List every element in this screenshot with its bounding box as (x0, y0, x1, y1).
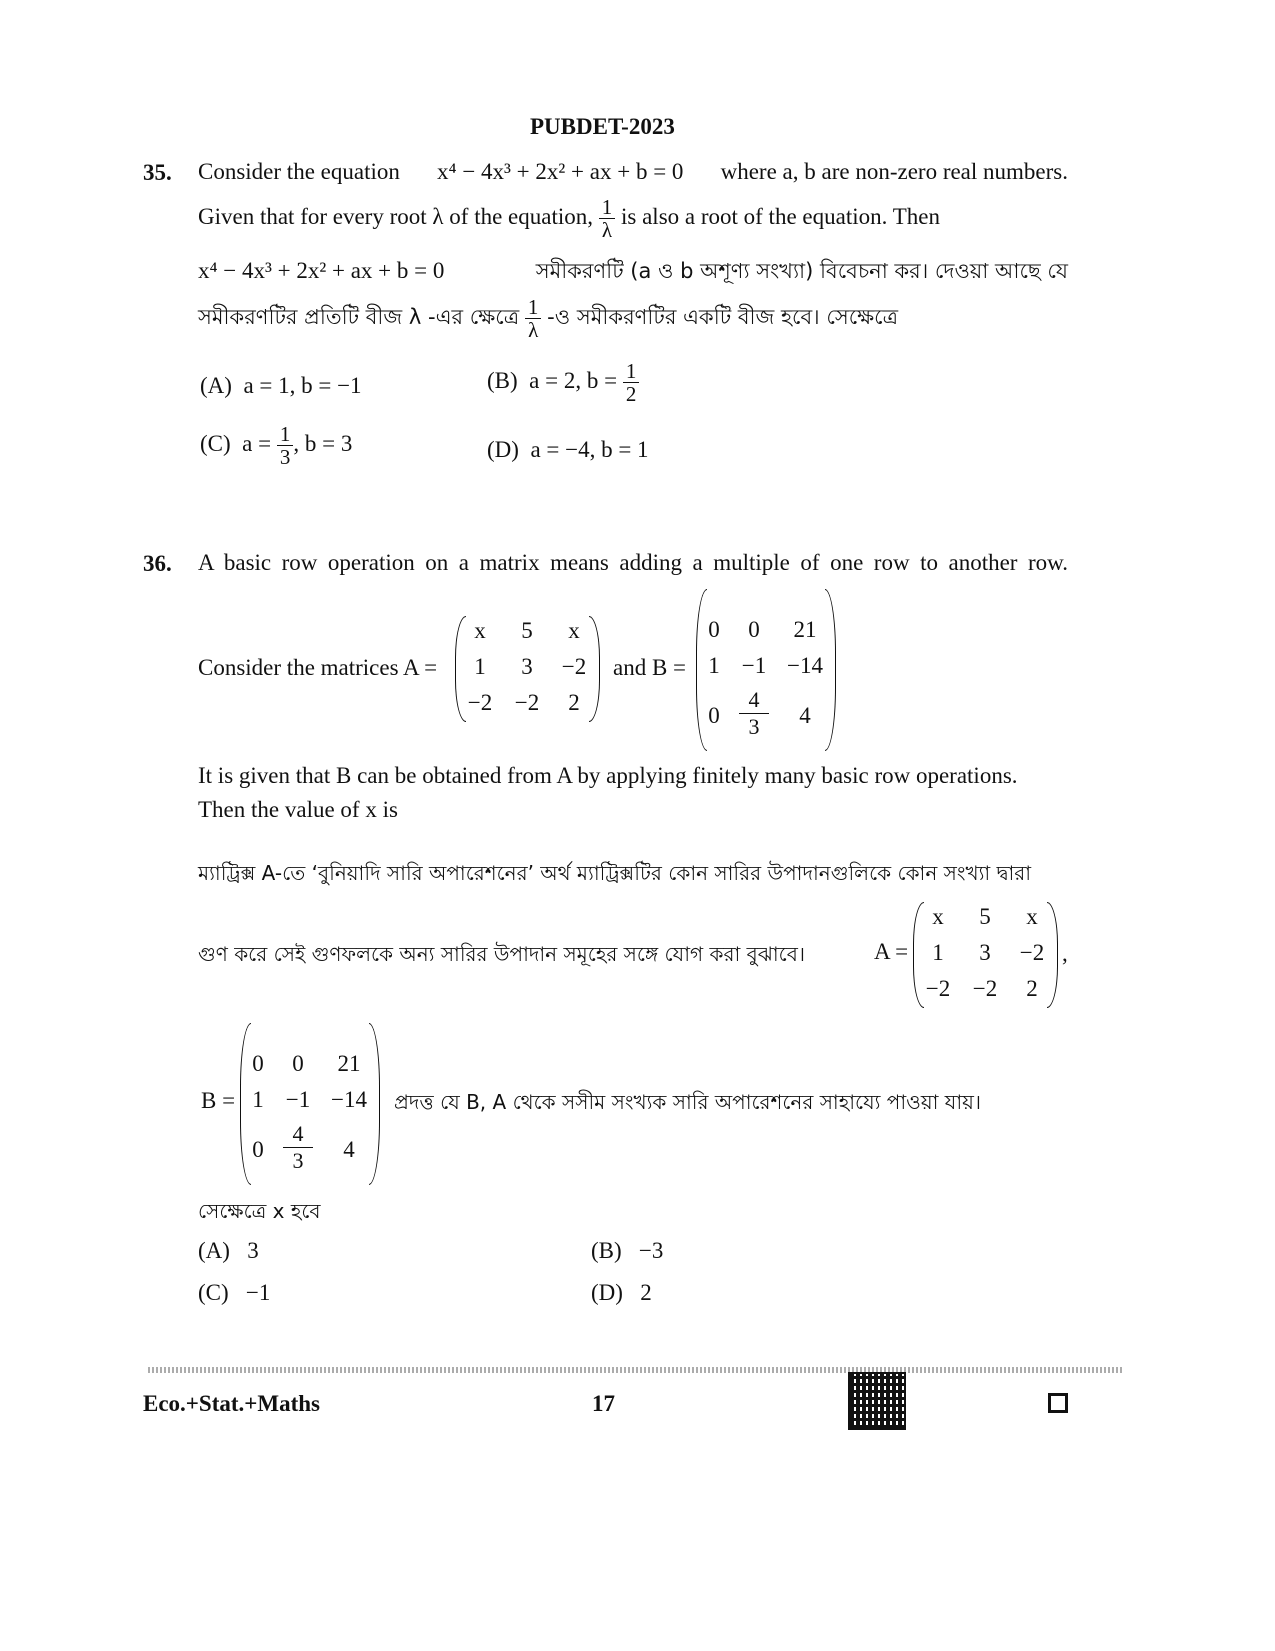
matrix-cell: −1 (285, 1087, 311, 1112)
q35-line1-b: where a, b are non-zero real numbers. (720, 159, 1068, 184)
q35-bn-line2 (198, 296, 898, 341)
q35-bn-line2-b: -ও সমীকরণটির একটি বীজ হবে। সেক্ষেত্রে (547, 304, 899, 329)
matrix-cell: 3 (521, 654, 533, 679)
matrix-cell: 1 (252, 1087, 264, 1112)
q36-bn-matrix-b (240, 1023, 380, 1183)
matrix-cell: −2 (467, 690, 493, 715)
page-title: PUBDET-2023 (530, 114, 675, 139)
option-text: 3 (247, 1238, 259, 1263)
option-text: 2 (640, 1280, 652, 1305)
option-text: a = (242, 430, 272, 456)
q36-consider-label: Consider the matrices A = (198, 655, 438, 680)
q35-equation: x⁴ − 4x³ + 2x² + ax + b = 0 (437, 159, 684, 184)
q36-bn-matrix-a (913, 902, 1058, 1006)
matrix-cell: −14 (787, 653, 823, 678)
option-text: −3 (638, 1238, 664, 1263)
q36-line3: It is given that B can be obtained from A by applying finitely many basic row operations. (198, 763, 1018, 788)
q35-bn-line1 (198, 257, 1068, 285)
q35-line1 (198, 158, 1068, 186)
matrix-fraction-cell: 4 3 (283, 1121, 313, 1174)
option-text: −1 (245, 1280, 271, 1305)
q35-line1-a: Consider the equation (198, 159, 400, 184)
q35-option-d[interactable] (487, 436, 649, 464)
matrix-cell: 0 (708, 703, 720, 728)
option-label: (B) (487, 367, 518, 393)
option-label: (C) (200, 430, 231, 456)
square-marker-icon (1048, 1393, 1068, 1413)
q36-bn-b-eq: B = (201, 1088, 236, 1113)
matrix-cell: −2 (972, 976, 998, 1001)
matrix-cell: −2 (1019, 940, 1045, 965)
matrix-cell: 0 (748, 617, 760, 642)
q35-option-b[interactable] (487, 360, 639, 405)
question-36-number: 36. (143, 551, 172, 576)
footer-subject: Eco.+Stat.+Maths (143, 1391, 320, 1416)
q35-fraction: $\frac{1}{\lambda}$ (599, 196, 616, 241)
q36-bn-line1: ম্যাট্রিক্স A-তে ‘বুনিয়াদি সারি অপারেশনের’ অর্থ ম্যাট্রিক্সটির কোন সারির উপাদানগুলিকে কোন সংখ্যা দ্বারা (198, 861, 1032, 885)
q36-bn-comma: , (1062, 941, 1068, 966)
q35-line2 (198, 196, 940, 241)
q36-option-b[interactable] (591, 1237, 663, 1265)
matrix-cell: x (568, 618, 580, 643)
option-text: a = 2, b = (529, 367, 618, 393)
matrix-cell: −14 (331, 1087, 367, 1112)
option-label: (A) (200, 373, 232, 398)
matrix-cell: x (932, 904, 944, 929)
q36-bn-line3: প্রদত্ত যে B, A থেকে সসীম সংখ্যক সারি অপারেশনের সাহায্যে পাওয়া যায়। (394, 1090, 982, 1114)
matrix-cell: x (1026, 904, 1038, 929)
q36-matrix-b (696, 589, 836, 749)
footer-page-number: 17 (592, 1391, 615, 1416)
q35-bn-fraction: $\frac{1}{\lambda}$ (525, 296, 542, 341)
q35-bn-line1-text: সমীকরণটি (a ও b অশূণ্য সংখ্যা) বিবেচনা কর। দেওয়া আছে যে (535, 259, 1068, 283)
option-fraction: $\frac{1}{2}$ (623, 360, 640, 405)
option-text-b: , b = 3 (293, 430, 353, 456)
matrix-cell: 2 (1026, 976, 1038, 1001)
q36-option-a[interactable] (198, 1237, 259, 1265)
question-35-number: 35. (143, 160, 172, 185)
q35-line2-a: Given that for every root λ of the equation, (198, 203, 593, 229)
q36-option-c[interactable] (198, 1279, 270, 1307)
matrix-cell: 4 (343, 1137, 355, 1162)
matrix-cell: 1 (932, 940, 944, 965)
matrix-cell: −1 (741, 653, 767, 678)
qr-code-icon (848, 1372, 906, 1430)
matrix-cell: 3 (979, 940, 991, 965)
matrix-fraction-cell: 4 3 (739, 687, 769, 740)
option-text: a = 1, b = −1 (243, 373, 362, 398)
q35-bn-equation: x⁴ − 4x³ + 2x² + ax + b = 0 (198, 258, 445, 283)
option-fraction: $\frac{1}{3}$ (277, 423, 294, 468)
q36-matrix-a (455, 616, 600, 720)
q36-line4: Then the value of x is (198, 797, 398, 822)
matrix-cell: 2 (568, 690, 580, 715)
matrix-cell: 21 (793, 617, 817, 642)
option-text: a = −4, b = 1 (530, 437, 649, 462)
matrix-cell: 5 (979, 904, 991, 929)
matrix-cell: 1 (708, 653, 720, 678)
q36-bn-a-eq: A = (874, 939, 909, 964)
option-label: (D) (487, 437, 519, 462)
q35-bn-line2-a: সমীকরণটির প্রতিটি বীজ λ -এর ক্ষেত্রে (198, 304, 520, 329)
q35-option-c[interactable] (200, 423, 352, 468)
q35-line2-b: is also a root of the equation. Then (621, 203, 940, 229)
matrix-cell: −2 (514, 690, 540, 715)
matrix-cell: x (474, 618, 486, 643)
matrix-cell: 0 (252, 1137, 264, 1162)
q36-line1: A basic row operation on a matrix means adding a multiple of one row to another row. (198, 550, 1068, 575)
matrix-cell: 4 (799, 703, 811, 728)
matrix-cell: −2 (925, 976, 951, 1001)
option-label: (D) (591, 1280, 623, 1305)
matrix-cell: 5 (521, 618, 533, 643)
q36-bn-line2: গুণ করে সেই গুণফলকে অন্য সারির উপাদান সমূহের সঙ্গে যোগ করা বুঝাবে। (198, 942, 805, 966)
confidential-strip (148, 1367, 1123, 1373)
matrix-cell: 0 (292, 1051, 304, 1076)
option-label: (C) (198, 1280, 229, 1305)
q36-and-b-label: and B = (613, 655, 687, 680)
q36-bn-line4: সেক্ষেত্রে x হবে (198, 1199, 321, 1223)
q35-option-a[interactable] (200, 372, 362, 400)
matrix-cell: −2 (561, 654, 587, 679)
matrix-cell: 21 (337, 1051, 361, 1076)
matrix-cell: 0 (252, 1051, 264, 1076)
option-label: (A) (198, 1238, 230, 1263)
matrix-cell: 0 (708, 617, 720, 642)
option-label: (B) (591, 1238, 622, 1263)
q36-option-d[interactable] (591, 1279, 652, 1307)
matrix-cell: 1 (474, 654, 486, 679)
